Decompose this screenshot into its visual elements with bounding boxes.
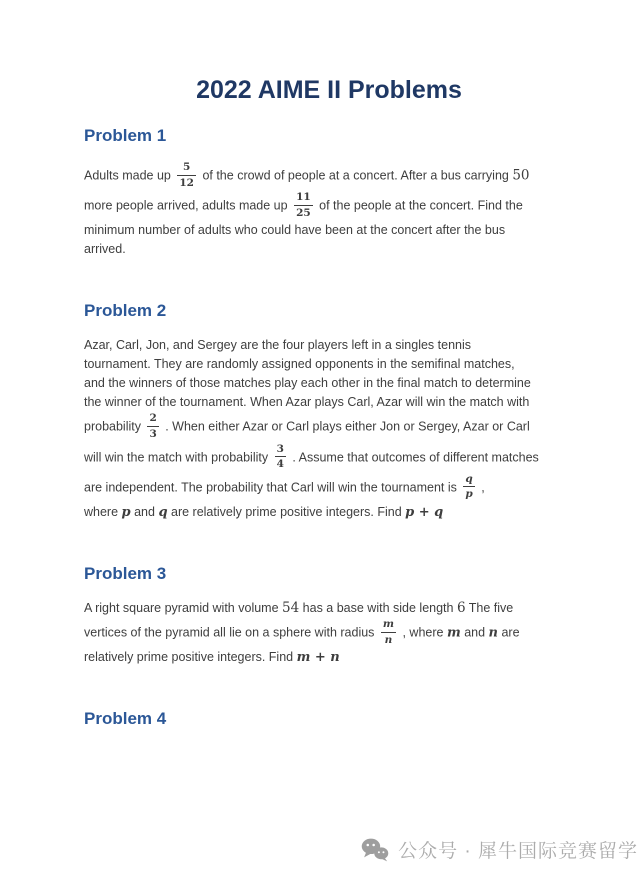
text-line: and the winners of those matches play each other in the final match to determine xyxy=(84,376,531,391)
math-number: 54 xyxy=(282,599,300,616)
fraction-numerator: 11 xyxy=(294,191,313,206)
math-variable: m xyxy=(446,625,461,641)
watermark xyxy=(361,836,638,863)
math-variable: q xyxy=(158,504,168,520)
problem-section xyxy=(84,564,574,667)
text-line: minimum number of adults who could have been at the concert after the bus xyxy=(84,223,506,238)
problem-heading: Problem 3 xyxy=(84,563,167,583)
fraction-numerator: m xyxy=(381,618,396,633)
text-line: Azar, Carl, Jon, and Sergey are the four players left in a singles tennis xyxy=(84,338,472,353)
text-line: A right square pyramid with volume 54 has a base with side length 6 The five xyxy=(84,599,514,616)
problem-text xyxy=(84,336,574,522)
text-line: where p and q are relatively prime positive integers. Find p + q xyxy=(84,504,444,520)
text-line: are independent. The probability that Carl will win the tournament is $\frac{q}{p}$ , xyxy=(84,472,485,501)
fraction-denominator: 12 xyxy=(179,176,194,189)
math-number: 50 xyxy=(512,167,530,184)
problem-section xyxy=(84,126,574,259)
fraction-numerator: 3 xyxy=(275,443,286,458)
text-line: vertices of the pyramid all lie on a sphere with radius $\frac{m}{n}$ , where m and n are xyxy=(84,617,520,646)
problem-text xyxy=(84,161,574,259)
wechat-icon xyxy=(361,838,389,862)
math-number: 6 xyxy=(456,599,466,616)
problem-section xyxy=(84,709,574,729)
fraction xyxy=(463,473,474,501)
text-line: Adults made up $\frac{5}{12}$ of the crowd of people at a concert. After a bus carrying 50 xyxy=(84,161,530,189)
problems-container xyxy=(84,126,574,729)
text-line: the winner of the tournament. When Azar plays Carl, Azar will win the match with xyxy=(84,395,530,410)
text-line: more people arrived, adults made up $\frac{11}{25}$ of the people at the concert. Find the xyxy=(84,191,523,219)
problem-text xyxy=(84,599,574,667)
math-variable: p + q xyxy=(405,504,444,520)
fraction xyxy=(381,618,396,646)
fraction-numerator: 5 xyxy=(177,161,196,176)
text-line: probability $\frac{2}{3}$ . When either Azar or Carl plays either Jon or Sergey, Azar or Carl xyxy=(84,412,530,440)
math-variable: n xyxy=(488,625,498,641)
math-variable: m + n xyxy=(296,650,340,666)
text-line: will win the match with probability $\frac{3}{4}$ . Assume that outcomes of different matches xyxy=(84,442,539,471)
fraction xyxy=(275,443,286,471)
problem-heading: Problem 1 xyxy=(84,126,167,145)
text-line: tournament. They are randomly assigned opponents in the semifinal matches, xyxy=(84,357,515,372)
math-variable: p xyxy=(121,504,131,520)
problem-heading: Problem 4 xyxy=(84,709,167,729)
fraction-numerator: q xyxy=(463,473,474,488)
document-page xyxy=(0,76,644,729)
text-line: arrived. xyxy=(84,242,126,257)
fraction xyxy=(177,161,196,189)
text-line: relatively prime positive integers. Find m + n xyxy=(84,650,340,666)
page-title: 2022 AIME II Problems xyxy=(196,76,462,104)
fraction xyxy=(294,191,313,219)
fraction xyxy=(147,412,158,440)
fraction-denominator: n xyxy=(384,633,393,646)
problem-heading: Problem 2 xyxy=(84,301,167,321)
fraction-denominator: p xyxy=(465,488,473,501)
fraction-denominator: 25 xyxy=(296,206,311,219)
fraction-numerator: 2 xyxy=(147,412,158,427)
fraction-denominator: 3 xyxy=(149,427,157,440)
watermark-text: 公众号 · 犀牛国际竞赛留学 xyxy=(398,841,638,862)
fraction-denominator: 4 xyxy=(276,458,284,471)
problem-section xyxy=(84,301,574,522)
